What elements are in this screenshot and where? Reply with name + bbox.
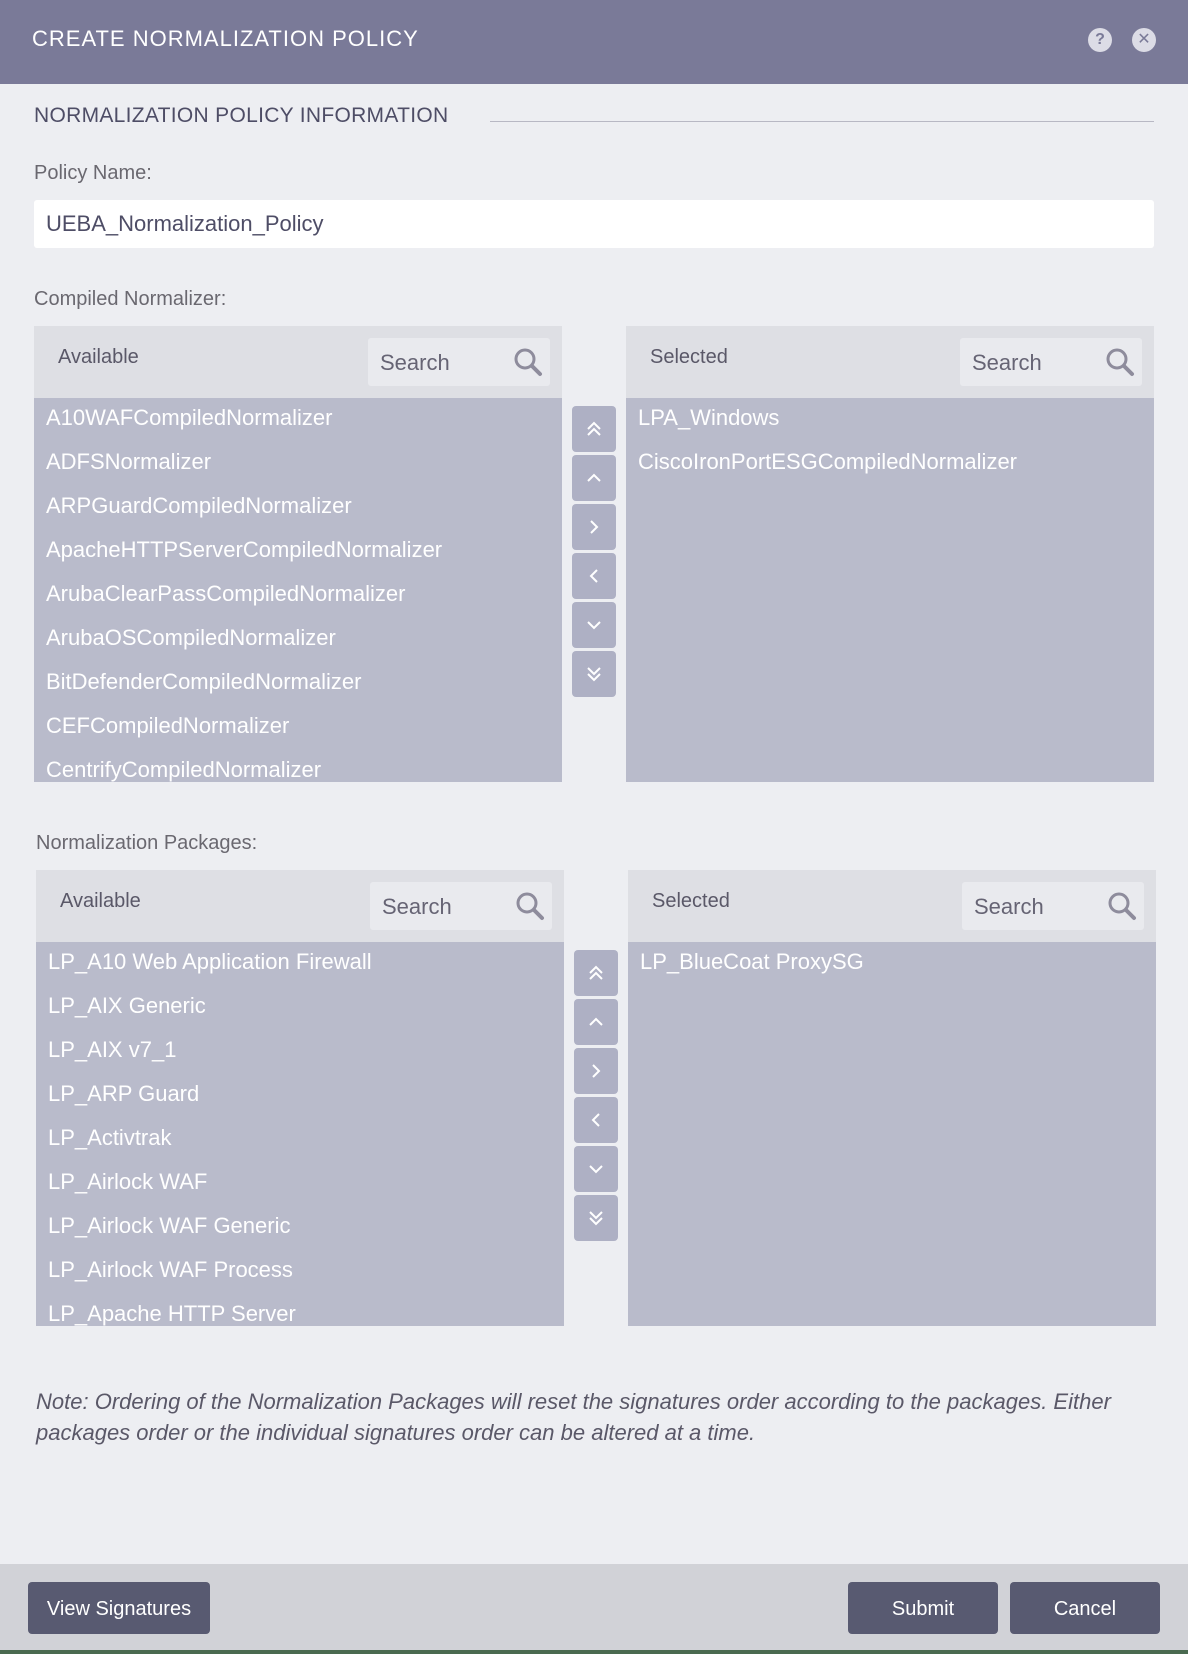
list-body[interactable] xyxy=(34,398,562,782)
double-chevron-down-icon xyxy=(587,1209,605,1227)
compiled-normalizer-label: Compiled Normalizer: xyxy=(34,288,227,310)
move-bottom-button[interactable] xyxy=(572,651,616,697)
move-top-button[interactable] xyxy=(572,406,616,452)
search-placeholder: Search xyxy=(380,350,450,375)
list-body[interactable] xyxy=(628,942,1156,1326)
list-item[interactable]: LP_AIX v7_1 xyxy=(48,1037,177,1062)
note-text: Ordering of the Normalization Packages will reset the signatures order according to the packages. Either packages order or the individual signatures order can be altered at a time. xyxy=(36,1389,1111,1445)
list-item[interactable]: ADFSNormalizer xyxy=(46,449,212,474)
list-item[interactable]: LP_BlueCoat ProxySG xyxy=(640,949,864,974)
list-item[interactable]: LPA_Windows xyxy=(638,405,780,430)
dialog-title: CREATE NORMALIZATION POLICY xyxy=(32,26,419,51)
list-item[interactable]: LP_Apache HTTP Server xyxy=(48,1301,296,1326)
list-header xyxy=(626,326,1154,398)
list-item[interactable]: LP_A10 Web Application Firewall xyxy=(48,949,372,974)
list-item[interactable]: CEFCompiledNormalizer xyxy=(46,713,290,738)
packages-selected-search[interactable] xyxy=(962,882,1144,930)
double-chevron-down-icon xyxy=(585,665,603,683)
compiled-selected-list xyxy=(626,326,1154,782)
dialog-footer xyxy=(0,1564,1188,1650)
remove-button[interactable] xyxy=(572,553,616,599)
note-prefix: Note: xyxy=(36,1389,89,1414)
list-item[interactable]: A10WAFCompiledNormalizer xyxy=(46,405,333,430)
chevron-left-icon xyxy=(587,1111,605,1129)
compiled-available-search[interactable] xyxy=(368,338,550,386)
double-chevron-up-icon xyxy=(585,420,603,438)
double-chevron-up-icon xyxy=(587,964,605,982)
section-divider xyxy=(490,121,1154,122)
list-item[interactable]: CiscoIronPortESGCompiledNormalizer xyxy=(638,449,1018,474)
section-title: NORMALIZATION POLICY INFORMATION xyxy=(34,104,449,127)
list-item[interactable]: CentrifyCompiledNormalizer xyxy=(46,757,322,782)
chevron-up-icon xyxy=(587,1013,605,1031)
move-down-button[interactable] xyxy=(572,602,616,648)
policy-name-input[interactable]: UEBA_Normalization_Policy xyxy=(34,200,1154,248)
list-header-label: Selected xyxy=(650,346,728,368)
normalization-packages-label: Normalization Packages: xyxy=(36,832,258,854)
footer-border xyxy=(0,1650,1188,1654)
search-placeholder: Search xyxy=(382,894,452,919)
dialog-header xyxy=(0,0,1188,84)
compiled-move-buttons xyxy=(572,406,616,700)
move-bottom-button[interactable] xyxy=(574,1195,618,1241)
help-icon[interactable]: ? xyxy=(1088,28,1112,52)
packages-available-search[interactable] xyxy=(370,882,552,930)
compiled-available-list xyxy=(34,326,562,782)
chevron-down-icon xyxy=(587,1160,605,1178)
list-body[interactable] xyxy=(36,942,564,1326)
list-header-label: Available xyxy=(60,890,141,912)
view-signatures-button[interactable]: View Signatures xyxy=(28,1582,210,1634)
move-down-button[interactable] xyxy=(574,1146,618,1192)
list-item[interactable]: BitDefenderCompiledNormalizer xyxy=(46,669,362,694)
list-header-label: Selected xyxy=(652,890,730,912)
list-item[interactable]: LP_AIX Generic xyxy=(48,993,206,1018)
list-item[interactable]: LP_Airlock WAF Generic xyxy=(48,1213,291,1238)
policy-name-label: Policy Name: xyxy=(34,162,152,184)
cancel-button[interactable]: Cancel xyxy=(1010,1582,1160,1634)
chevron-left-icon xyxy=(585,567,603,585)
search-icon[interactable] xyxy=(1106,890,1138,922)
move-top-button[interactable] xyxy=(574,950,618,996)
chevron-right-icon xyxy=(585,518,603,536)
packages-available-list xyxy=(36,870,564,1326)
remove-button[interactable] xyxy=(574,1097,618,1143)
search-placeholder: Search xyxy=(974,894,1044,919)
close-icon[interactable]: ✕ xyxy=(1132,28,1156,52)
list-body[interactable] xyxy=(626,398,1154,782)
list-item[interactable]: ApacheHTTPServerCompiledNormalizer xyxy=(46,537,443,562)
chevron-right-icon xyxy=(587,1062,605,1080)
list-item[interactable]: ArubaOSCompiledNormalizer xyxy=(46,625,336,650)
chevron-down-icon xyxy=(585,616,603,634)
search-placeholder: Search xyxy=(972,350,1042,375)
list-header xyxy=(34,326,562,398)
list-header xyxy=(36,870,564,942)
list-item[interactable]: ArubaClearPassCompiledNormalizer xyxy=(46,581,406,606)
packages-move-buttons xyxy=(574,950,618,1244)
search-icon[interactable] xyxy=(514,890,546,922)
move-up-button[interactable] xyxy=(572,455,616,501)
list-item[interactable]: LP_Activtrak xyxy=(48,1125,172,1150)
add-button[interactable] xyxy=(574,1048,618,1094)
list-header-label: Available xyxy=(58,346,139,368)
search-icon[interactable] xyxy=(1104,346,1136,378)
list-header xyxy=(628,870,1156,942)
add-button[interactable] xyxy=(572,504,616,550)
chevron-up-icon xyxy=(585,469,603,487)
list-item[interactable]: LP_ARP Guard xyxy=(48,1081,200,1106)
move-up-button[interactable] xyxy=(574,999,618,1045)
list-item[interactable]: LP_Airlock WAF xyxy=(48,1169,208,1194)
packages-selected-list xyxy=(628,870,1156,1326)
search-icon[interactable] xyxy=(512,346,544,378)
compiled-selected-search[interactable] xyxy=(960,338,1142,386)
ordering-note xyxy=(36,1386,1156,1448)
list-item[interactable]: LP_Airlock WAF Process xyxy=(48,1257,293,1282)
list-item[interactable]: ARPGuardCompiledNormalizer xyxy=(46,493,352,518)
submit-button[interactable]: Submit xyxy=(848,1582,998,1634)
